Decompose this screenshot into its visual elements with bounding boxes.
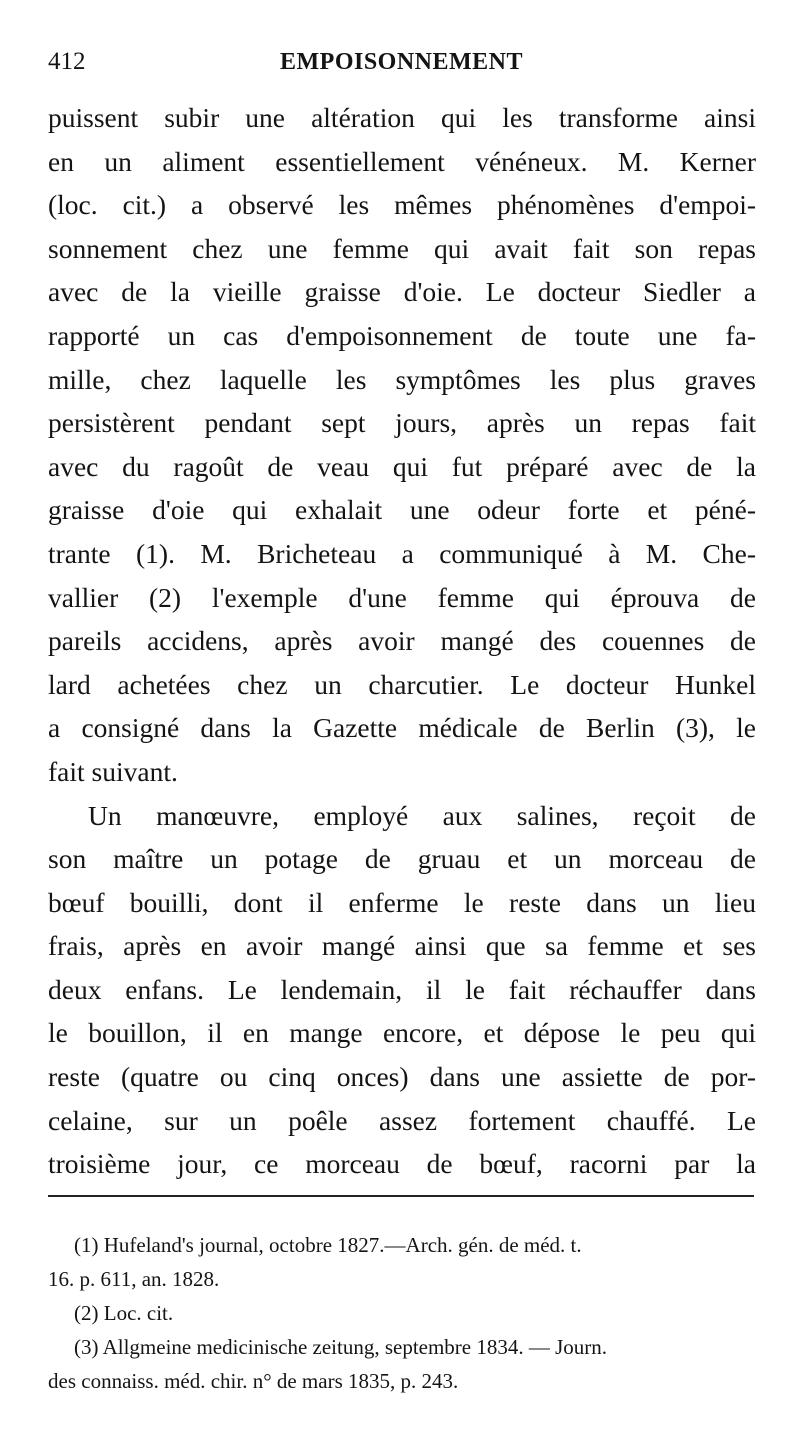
text-line: son maître un potage de gruau et un morceau de [48, 843, 756, 875]
footnote-line: (3) Allgmeine medicinische zeitung, septembre 1834. — Journ. [74, 1335, 608, 1359]
footnote-line: des connaiss. méd. chir. n° de mars 1835, p. 243. [48, 1369, 459, 1393]
text-line: troisième jour, ce morceau de bœuf, racorni par la [48, 1148, 756, 1180]
text-line: fait suivant. [48, 755, 178, 787]
text-line: puissent subir une altération qui les transforme ainsi [48, 102, 756, 133]
footnote-line: (1) Hufeland's journal, octobre 1827.—Arch. gén. de méd. t. [74, 1233, 582, 1257]
text-line: (loc. cit.) a observé les mêmes phénomènes d'empoi- [48, 189, 756, 221]
text-line: trante (1). M. Bricheteau a communiqué à M. Che- [48, 537, 756, 569]
running-head [48, 42, 748, 82]
page-number: 412 [48, 48, 86, 75]
text-line: persistèrent pendant sept jours, après un repas fait [48, 407, 756, 439]
text-line: Un manœuvre, employé aux salines, reçoit de [88, 799, 756, 831]
text-line: celaine, sur un poêle assez fortement chauffé. Le [48, 1104, 756, 1136]
footnote-rule [48, 1195, 754, 1197]
text-line: frais, après en avoir mangé ainsi que sa femme et ses [48, 930, 756, 962]
text-line: le bouillon, il en mange encore, et dépose le peu qui [48, 1017, 756, 1049]
running-title: EMPOISONNEMENT [280, 49, 524, 75]
text-line: avec de la vieille graisse d'oie. Le docteur Siedler a [48, 276, 756, 308]
text-line: graisse d'oie qui exhalait une odeur forte et péné- [48, 494, 756, 526]
text-line: reste (quatre ou cinq onces) dans une assiette de por- [48, 1061, 756, 1093]
text-line: deux enfans. Le lendemain, il le fait réchauffer dans [48, 973, 756, 1005]
text-line: en un aliment essentiellement vénéneux. M. Kerner [48, 145, 756, 177]
footnote-line: (2) Loc. cit. [74, 1301, 174, 1325]
footnotes [48, 1228, 756, 1398]
text-line: rapporté un cas d'empoisonnement de toute une fa- [48, 319, 756, 351]
text-line: vallier (2) l'exemple d'une femme qui éprouva de [48, 581, 756, 613]
text-line: sonnement chez une femme qui avait fait son repas [48, 232, 756, 264]
body-text [48, 96, 756, 1186]
footnote-line: 16. p. 611, an. 1828. [48, 1267, 220, 1291]
text-line: pareils accidens, après avoir mangé des couennes de [48, 625, 756, 657]
text-line: mille, chez laquelle les symptômes les plus graves [48, 363, 756, 395]
text-line: a consigné dans la Gazette médicale de Berlin (3), le [48, 712, 756, 744]
text-line: lard achetées chez un charcutier. Le docteur Hunkel [48, 668, 756, 700]
text-line: bœuf bouilli, dont il enferme le reste dans un lieu [48, 886, 756, 918]
text-line: avec du ragoût de veau qui fut préparé avec de la [48, 450, 756, 482]
